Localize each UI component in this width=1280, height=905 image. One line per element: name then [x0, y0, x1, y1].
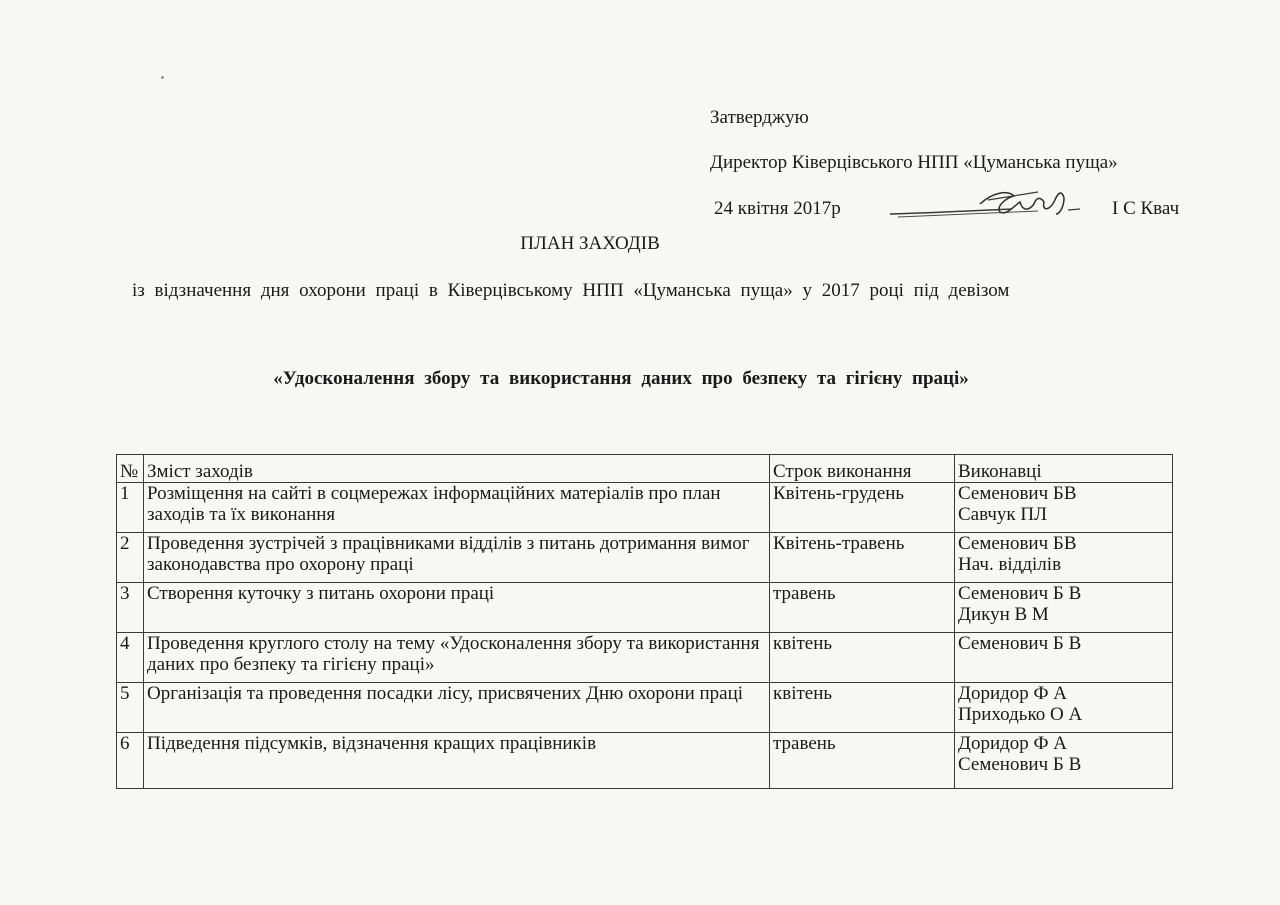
row-num: 5 [117, 683, 144, 733]
executor-name: Нач. відділів [958, 554, 1062, 575]
executor-name: Семенович Б В [958, 583, 1082, 604]
row-content: Організація та проведення посадки лісу, присвячених Дню охорони праці [144, 683, 770, 733]
table-row [117, 633, 1173, 683]
row-content: Створення куточку з питань охорони праці [144, 583, 770, 633]
signature-image [888, 184, 1084, 224]
row-executors [955, 533, 1173, 583]
header-term: Строк виконання [770, 455, 955, 483]
row-executors [955, 733, 1173, 789]
row-content: Розміщення на сайті в соцмережах інформаційних матеріалів про план заходів та їх виконання [144, 483, 770, 533]
row-content: Проведення круглого столу на тему «Удосконалення збору та використання даних про безпеку та гігієну праці» [144, 633, 770, 683]
row-term: травень [770, 583, 955, 633]
row-num: 4 [117, 633, 144, 683]
table-row [117, 583, 1173, 633]
header-executors: Виконавці [955, 455, 1173, 483]
executor-name: Семенович БВ [958, 483, 1077, 504]
row-term: Квітень-грудень [770, 483, 955, 533]
row-num: 3 [117, 583, 144, 633]
row-executors [955, 683, 1173, 733]
row-term: травень [770, 733, 955, 789]
executor-name: Доридор Ф А [958, 733, 1068, 754]
executor-name: Дикун В М [958, 604, 1049, 625]
table-header-row [117, 455, 1173, 483]
row-num: 2 [117, 533, 144, 583]
row-term: квітень [770, 683, 955, 733]
plan-table [116, 454, 1173, 789]
table-row [117, 483, 1173, 533]
row-content: Проведення зустрічей з працівниками відділів з питань дотримання вимог законодавства про охорону праці [144, 533, 770, 583]
row-num: 1 [117, 483, 144, 533]
table-row [117, 733, 1173, 789]
executor-name: Семенович Б В [958, 754, 1082, 775]
document-title: ПЛАН ЗАХОДІВ [520, 233, 660, 254]
approval-word: Затверджую [710, 107, 809, 128]
executor-name: Семенович БВ [958, 533, 1077, 554]
executor-name: Семенович Б В [958, 633, 1082, 654]
row-executors [955, 633, 1173, 683]
approval-name: І С Квач [1112, 198, 1180, 219]
scan-speck [161, 76, 164, 79]
approval-director: Директор Ківерцівського НПП «Цуманська пуща» [710, 152, 1118, 173]
header-content: Зміст заходів [144, 455, 770, 483]
row-content: Підведення підсумків, відзначення кращих працівників [144, 733, 770, 789]
executor-name: Приходько О А [958, 704, 1083, 725]
row-term: Квітень-травень [770, 533, 955, 583]
table-row [117, 533, 1173, 583]
header-num: № [117, 455, 144, 483]
approval-date: 24 квітня 2017р [714, 198, 841, 219]
row-executors [955, 483, 1173, 533]
row-executors [955, 583, 1173, 633]
row-term: квітень [770, 633, 955, 683]
document-subtitle: із відзначення дня охорони праці в Ківерцівському НПП «Цуманська пуща» у 2017 році під девізом [132, 280, 1010, 301]
row-num: 6 [117, 733, 144, 789]
executor-name: Доридор Ф А [958, 683, 1068, 704]
table-row [117, 683, 1173, 733]
executor-name: Савчук ПЛ [958, 504, 1047, 525]
document-motto: «Удосконалення збору та використання даних про безпеку та гігієну праці» [273, 368, 969, 389]
